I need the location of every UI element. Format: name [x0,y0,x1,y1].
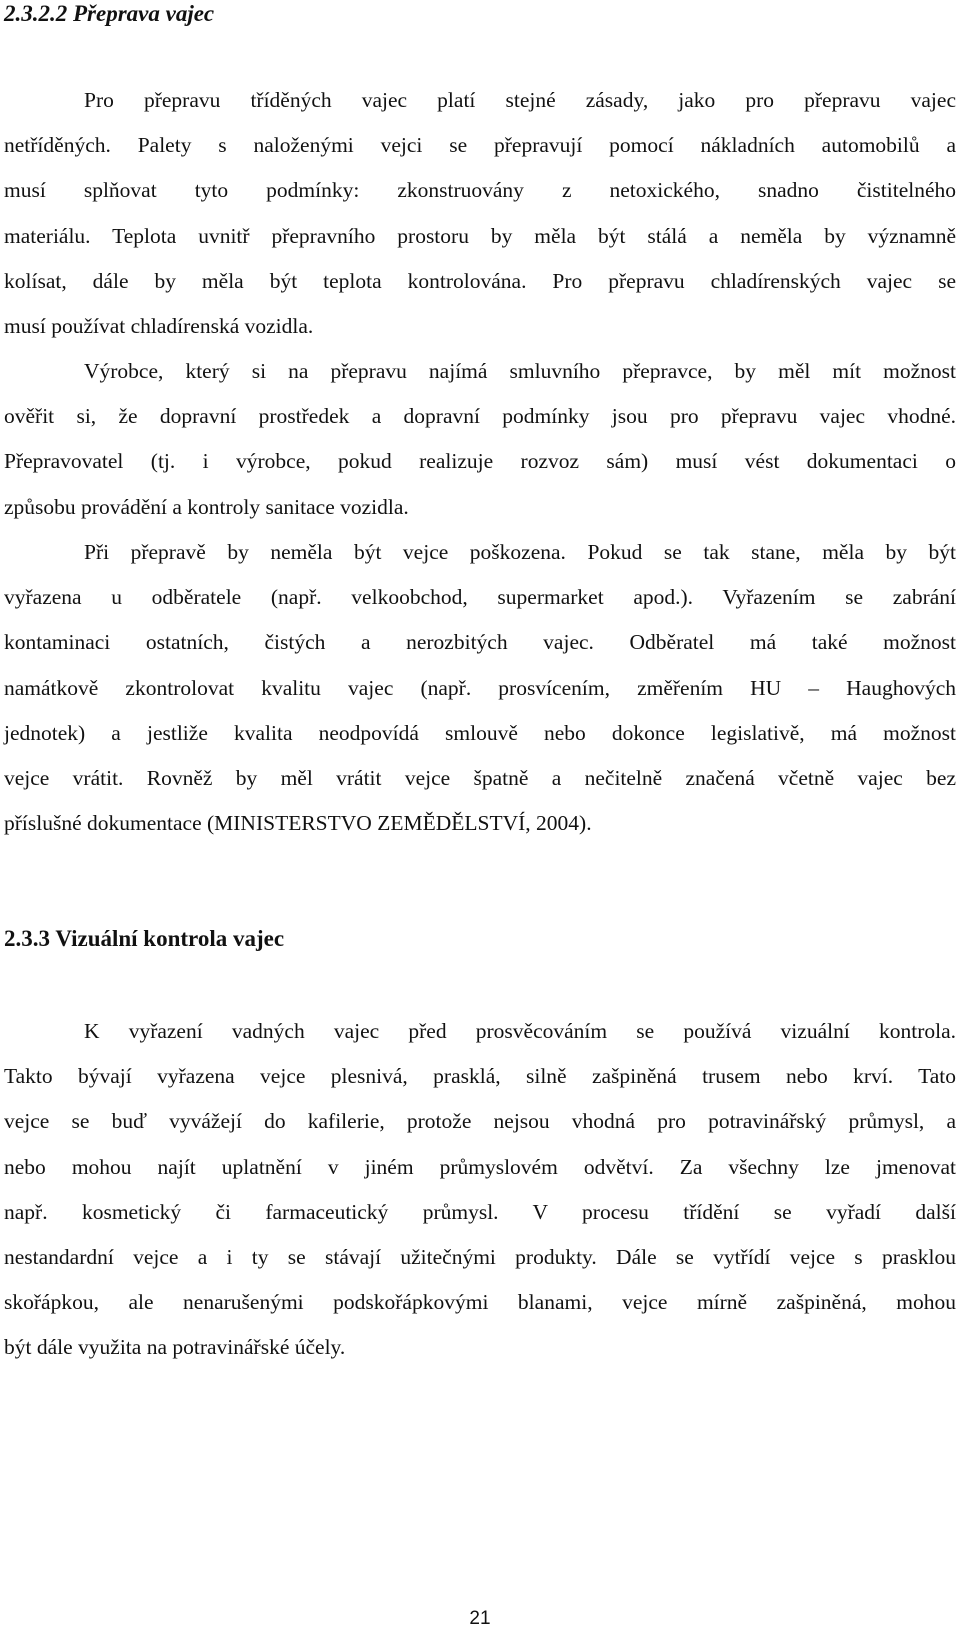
text-line: skořápkou, ale nenarušenými podskořápkovými blanami, vejce mírně zašpiněná, mohou [4,1290,956,1315]
paragraph-3 [4,530,956,846]
page-number: 21 [469,1608,491,1629]
paragraph-2 [4,349,956,530]
text-line: ověřit si, že dopravní prostředek a dopravní podmínky jsou pro přepravu vajec vhodné. [4,404,956,429]
section-heading-preprava-vajec: 2.3.2.2 Přeprava vajec [4,1,215,26]
paragraph-1 [4,78,956,349]
text-line: způsobu provádění a kontroly sanitace vozidla. [4,494,409,519]
text-line: Výrobce, který si na přepravu najímá smluvního přepravce, by měl mít možnost [84,359,956,383]
paragraph-4 [4,1009,956,1371]
text-line: jednotek) a jestliže kvalita neodpovídá smlouvě nebo dokonce legislativě, má možnost [4,720,956,745]
text-line: Při přepravě by neměla být vejce poškozena. Pokud se tak stane, měla by být [84,540,956,564]
text-line: K vyřazení vadných vajec před prosvěcováním se používá vizuální kontrola. [84,1019,956,1043]
text-line: kontaminaci ostatních, čistých a nerozbitých vajec. Odběratel má také možnost [4,630,956,655]
text-line: Přepravovatel (tj. i výrobce, pokud realizuje rozvoz sám) musí vést dokumentaci o [4,449,956,474]
text-line: např. kosmetický či farmaceutický průmysl. V procesu třídění se vyřadí další [4,1199,956,1224]
text-line: nebo mohou najít uplatnění v jiném průmyslovém odvětví. Za všechny lze jmenovat [4,1154,956,1179]
text-line: vejce se buď vyvážejí do kafilerie, protože nejsou vhodná pro potravinářský průmysl, a [4,1109,956,1134]
text-line: příslušné dokumentace (MINISTERSTVO ZEMĚDĚLSTVÍ, 2004). [4,811,592,836]
text-line: namátkově zkontrolovat kvalitu vajec (např. prosvícením, změřením HU – Haughových [4,675,956,700]
text-line: nestandardní vejce a i ty se stávají užitečnými produkty. Dále se vytřídí vejce s prasklou [4,1244,956,1269]
text-line: Takto bývají vyřazena vejce plesnivá, prasklá, silně zašpiněná trusem nebo krví. Tato [4,1064,956,1089]
text-line: vejce vrátit. Rovněž by měl vrátit vejce špatně a nečitelně značená včetně vajec bez [4,765,956,790]
section-heading-vizualni-kontrola: 2.3.3 Vizuální kontrola vajec [4,926,285,951]
text-line: vyřazena u odběratele (např. velkoobchod, supermarket apod.). Vyřazením se zabrání [4,585,956,610]
text-line: Pro přepravu tříděných vajec platí stejné zásady, jako pro přepravu vajec [84,88,956,112]
text-line: být dále využita na potravinářské účely. [4,1335,346,1360]
text-line: musí používat chladírenská vozidla. [4,313,314,338]
text-line: netříděných. Palety s naloženými vejci se přepravují pomocí nákladních automobilů a [4,133,956,158]
text-line: kolísat, dále by měla být teplota kontrolována. Pro přepravu chladírenských vajec se [4,268,956,293]
text-line: materiálu. Teplota uvnitř přepravního prostoru by měla být stálá a neměla by významně [4,223,956,248]
text-line: musí splňovat tyto podmínky: zkonstruovány z netoxického, snadno čistitelného [4,178,956,203]
